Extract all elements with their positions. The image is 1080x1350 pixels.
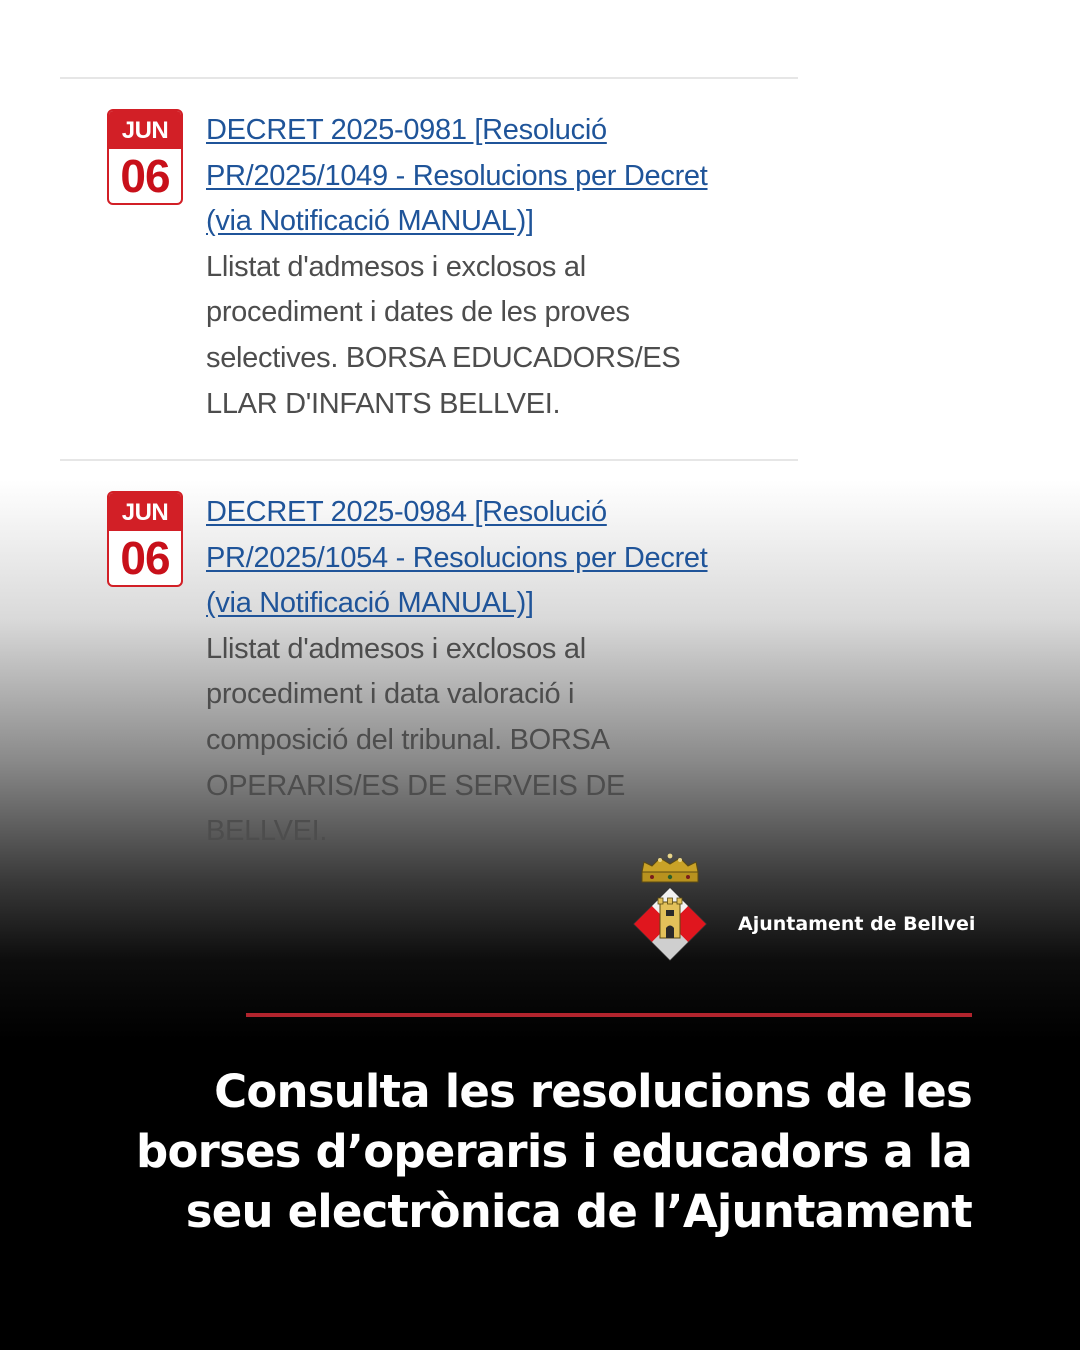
accent-rule: [246, 1013, 972, 1017]
entry-divider: [60, 459, 798, 461]
description-line: Llistat d'admesos i exclosos al: [206, 632, 586, 665]
calendar-day: 06: [120, 532, 170, 584]
decree-link-1[interactable]: [206, 108, 766, 245]
description-line: procediment i dates de les proves: [206, 296, 630, 329]
link-line: PR/2025/1049 - Resolucions per Decret: [206, 159, 708, 192]
calendar-month: JUN: [109, 493, 181, 531]
headline: [100, 1062, 972, 1242]
link-line: DECRET 2025-0984 [Resolució: [206, 496, 607, 528]
headline-line: seu electrònica de l’Ajuntament: [185, 1185, 972, 1238]
link-line: (via Notificació MANUAL)]: [206, 587, 534, 620]
link-line: (via Notificació MANUAL)]: [206, 205, 534, 238]
description-line: LLAR D'INFANTS BELLVEI.: [206, 387, 561, 420]
headline-line: Consulta les resolucions de les: [214, 1065, 972, 1118]
entry-text: [206, 490, 766, 855]
link-line: DECRET 2025-0981 [Resolució: [206, 114, 607, 146]
coat-of-arms-icon: [630, 852, 710, 964]
description-line: procediment i data valoració i: [206, 678, 575, 711]
description-line: Llistat d'admesos i exclosos al: [206, 250, 586, 283]
headline-line: borses d’operaris i educadors a la: [136, 1125, 972, 1178]
description-line: OPERARIS/ES DE SERVEIS DE: [206, 769, 626, 802]
calendar-date-icon: [107, 491, 183, 587]
calendar-day: 06: [120, 150, 170, 202]
calendar-date-icon: [107, 109, 183, 205]
description-line: composició del tribunal. BORSA: [206, 723, 610, 756]
top-divider: [60, 77, 798, 79]
link-line: PR/2025/1054 - Resolucions per Decret: [206, 541, 708, 574]
crown-icon: [642, 854, 698, 882]
tower-icon: [658, 898, 682, 938]
calendar-month: JUN: [109, 111, 181, 149]
decree-link-2[interactable]: [206, 490, 766, 627]
description-line: BELLVEI.: [206, 815, 328, 848]
description-line: selectives. BORSA EDUCADORS/ES: [206, 341, 681, 374]
entry-text: [206, 108, 766, 427]
organization-name: Ajuntament de Bellvei: [738, 913, 976, 935]
